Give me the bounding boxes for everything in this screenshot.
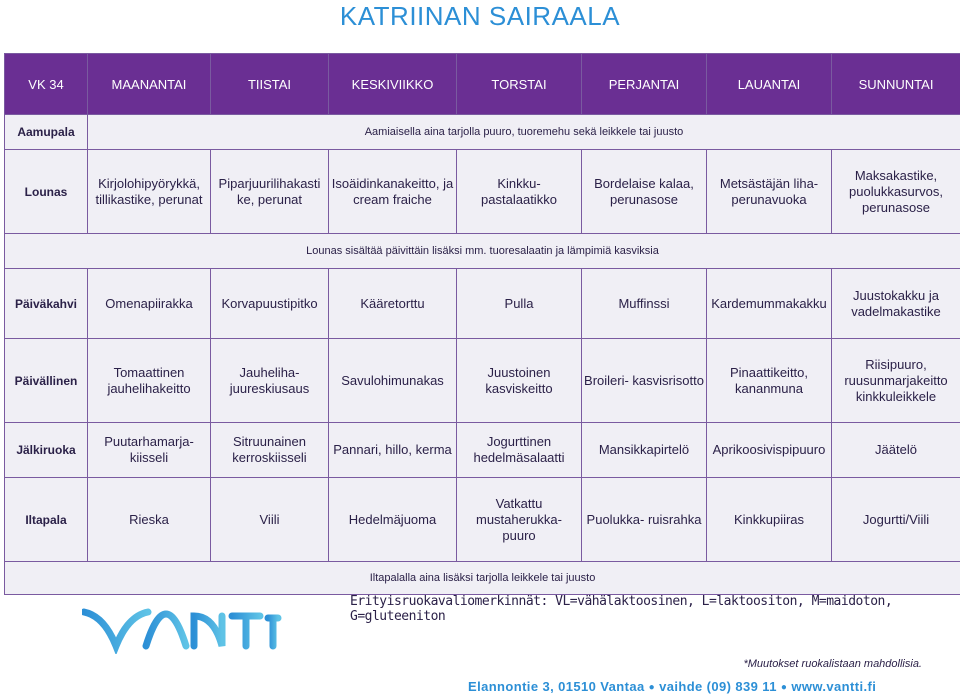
coffee-item: Juustokakku ja vadelmakastike [832,269,960,339]
snack-item: Viili [211,478,329,562]
special-diets-legend: Erityisruokavaliomerkinnät: VL=vähälaktoosinen, L=laktoositon, M=maidoton, G=gluteeniton [350,594,893,624]
snack-item: Vatkattu mustaherukka- puuro [457,478,582,562]
day-saturday: LAUANTAI [707,54,832,115]
day-thursday: TORSTAI [457,54,582,115]
lunch-item: Isoäidinkanakeitto, ja cream fraiche [329,150,457,234]
day-friday: PERJANTAI [582,54,707,115]
snack-item: Puolukka- ruisrahka [582,478,707,562]
footer-web-link[interactable]: www.vantti.fi [791,679,877,694]
lunch-item: Metsästäjän liha- perunavuoka [707,150,832,234]
dinner-item: Savulohimunakas [329,339,457,423]
page-title: KATRIINAN SAIRAALA [339,1,621,31]
day-wednesday: KESKIVIIKKO [329,54,457,115]
dinner-item: Pinaattikeitto, kananmuna [707,339,832,423]
bullet-icon: ● [780,682,788,693]
lunch-item: Maksakastike, puolukkasurvos, perunasose [832,150,960,234]
breakfast-note: Aamiaisella aina tarjolla puuro, tuoremehu sekä leikkele tai juusto [88,115,960,150]
snack-item: Jogurtti/Viili [832,478,960,562]
afternoon-coffee-row [5,269,960,339]
lunch-item: Kinkku- pastalaatikko [457,150,582,234]
dessert-item: Puutarhamarja- kiisseli [88,423,211,478]
dessert-item: Sitruunainen kerroskiisseli [211,423,329,478]
lunch-item: Piparjuurilihakasti ke, perunat [211,150,329,234]
coffee-item: Korvapuustipitko [211,269,329,339]
coffee-item: Kardemummakakku [707,269,832,339]
row-label-dinner: Päivällinen [5,339,88,423]
coffee-item: Muffinssi [582,269,707,339]
dessert-item: Jäätelö [832,423,960,478]
dinner-item: Tomaattinen jauhelihakeitto [88,339,211,423]
breakfast-row [5,115,960,150]
lunch-item: Kirjolohipyörykkä, tillikastike, perunat [88,150,211,234]
weekly-menu-table [4,53,960,595]
snack-item: Hedelmäjuoma [329,478,457,562]
week-number: VK 34 [5,54,88,115]
day-sunday: SUNNUNTAI [832,54,960,115]
snack-item: Rieska [88,478,211,562]
row-label-lunch: Lounas [5,150,88,234]
dessert-item: Mansikkapirtelö [582,423,707,478]
lunch-note-row [5,234,960,269]
dessert-row [5,423,960,478]
dinner-item: Juustoinen kasviskeitto [457,339,582,423]
lunch-note: Lounas sisältää päivittäin lisäksi mm. tuoresalaatin ja lämpimiä kasviksia [5,234,960,269]
footer-address: Elannontie 3, 01510 Vantaa [468,679,645,694]
snack-item: Kinkkupiiras [707,478,832,562]
evening-note-row [5,562,960,595]
dessert-item: Aprikoosivispipuuro [707,423,832,478]
evening-snack-row [5,478,960,562]
bullet-icon: ● [648,682,656,693]
header-row [5,54,960,115]
dinner-item: Jauheliha- juureskiusaus [211,339,329,423]
dinner-item: Broileri- kasvisrisotto [582,339,707,423]
day-tuesday: TIISTAI [211,54,329,115]
coffee-item: Omenapiirakka [88,269,211,339]
dinner-item: Riisipuuro, ruusunmarjakeitto kinkkuleikkele [832,339,960,423]
footer-phone: vaihde (09) 839 11 [659,679,777,694]
changes-note: *Muutokset ruokalistaan mahdollisia. [743,658,922,670]
footer-contact [468,679,876,694]
row-label-breakfast: Aamupala [5,115,88,150]
coffee-item: Kääretorttu [329,269,457,339]
row-label-dessert: Jälkiruoka [5,423,88,478]
evening-note: Iltapalalla aina lisäksi tarjolla leikkele tai juusto [5,562,960,595]
row-label-evening-snack: Iltapala [5,478,88,562]
lunch-item: Bordelaise kalaa, perunasose [582,150,707,234]
vantti-logo [82,606,282,654]
dinner-row [5,339,960,423]
dessert-item: Jogurttinen hedelmäsalaatti [457,423,582,478]
dessert-item: Pannari, hillo, kerma [329,423,457,478]
coffee-item: Pulla [457,269,582,339]
day-monday: MAANANTAI [88,54,211,115]
lunch-row [5,150,960,234]
row-label-afternoon-coffee: Päiväkahvi [5,269,88,339]
